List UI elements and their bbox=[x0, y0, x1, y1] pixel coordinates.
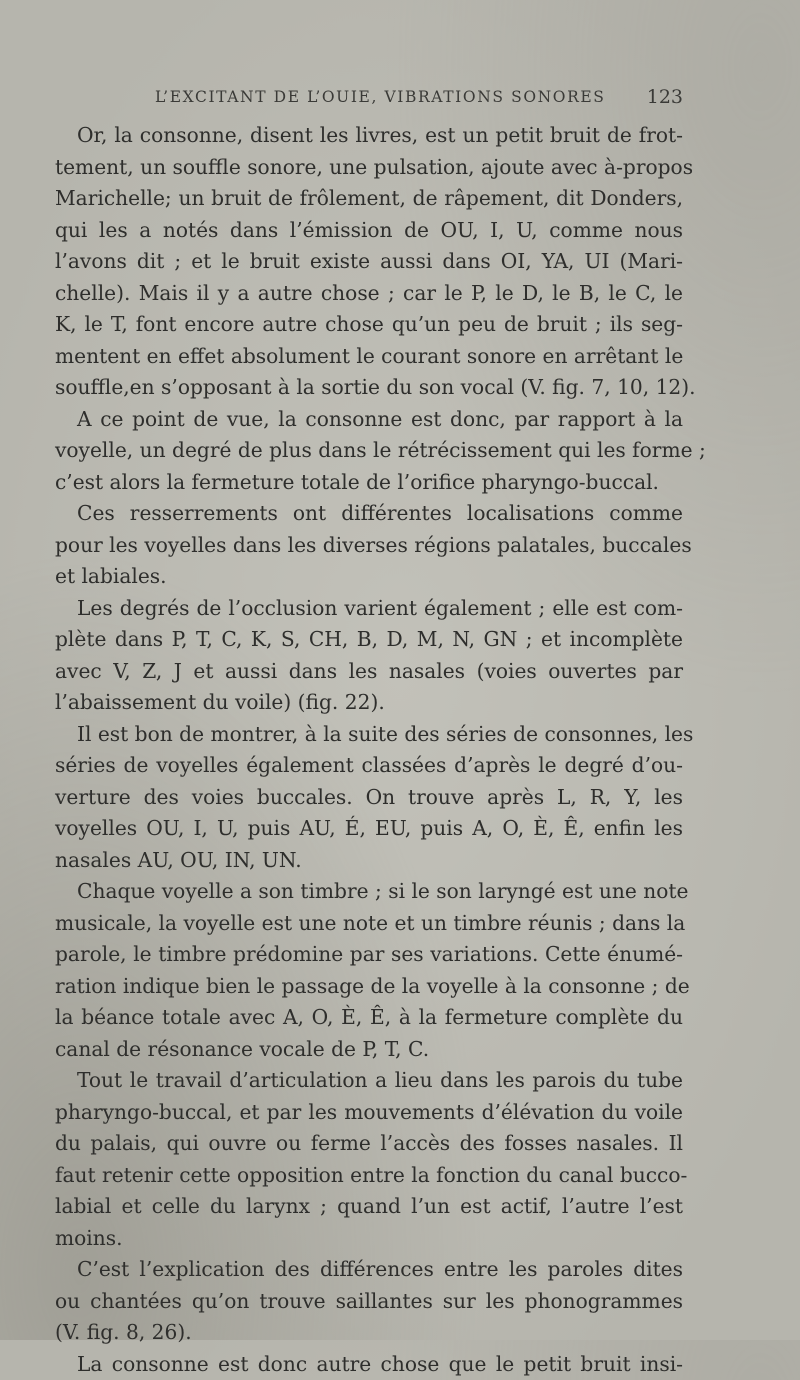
text-line: Les degrés de l’occlusion varient également ; elle est com- bbox=[55, 593, 683, 625]
text-line: Or, la consonne, disent les livres, est un petit bruit de frot- bbox=[55, 120, 683, 152]
text-line: A ce point de vue, la consonne est donc, par rapport à la bbox=[55, 404, 683, 436]
text-line: mentent en effet absolument le courant sonore en arrêtant le bbox=[55, 341, 683, 373]
text-line: moins. bbox=[55, 1223, 683, 1255]
text-line: ou chantées qu’on trouve saillantes sur les phonogrammes bbox=[55, 1286, 683, 1318]
text-line: parole, le timbre prédomine par ses variations. Cette énumé- bbox=[55, 939, 683, 971]
body-text bbox=[55, 120, 683, 1380]
text-line: pharyngo-buccal, et par les mouvements d’élévation du voile bbox=[55, 1097, 683, 1129]
text-line: c’est alors la fermeture totale de l’orifice pharyngo-buccal. bbox=[55, 467, 683, 499]
text-line: Chaque voyelle a son timbre ; si le son laryngé est une note bbox=[55, 876, 683, 908]
book-page bbox=[55, 88, 683, 1380]
text-line: Marichelle; un bruit de frôlement, de râpement, dit Donders, bbox=[55, 183, 683, 215]
text-line: la béance totale avec A, O, È, Ê, à la fermeture complète du bbox=[55, 1002, 683, 1034]
text-line: qui les a notés dans l’émission de OU, I, U, comme nous bbox=[55, 215, 683, 247]
text-line: Tout le travail d’articulation a lieu dans les parois du tube bbox=[55, 1065, 683, 1097]
text-line: pour les voyelles dans les diverses régions palatales, buccales bbox=[55, 530, 683, 562]
text-line: souffle,en s’opposant à la sortie du son vocal (V. fig. 7, 10, 12). bbox=[55, 372, 683, 404]
text-line: musicale, la voyelle est une note et un timbre réunis ; dans la bbox=[55, 908, 683, 940]
running-head bbox=[55, 88, 683, 118]
text-line: (V. fig. 8, 26). bbox=[55, 1317, 683, 1349]
text-line: ration indique bien le passage de la voyelle à la consonne ; de bbox=[55, 971, 683, 1003]
text-line: faut retenir cette opposition entre la fonction du canal bucco- bbox=[55, 1160, 683, 1192]
text-line: l’abaissement du voile) (fig. 22). bbox=[55, 687, 683, 719]
text-line: C’est l’explication des différences entre les paroles dites bbox=[55, 1254, 683, 1286]
text-line: du palais, qui ouvre ou ferme l’accès des fosses nasales. Il bbox=[55, 1128, 683, 1160]
text-line: et labiales. bbox=[55, 561, 683, 593]
text-line: nasales AU, OU, IN, UN. bbox=[55, 845, 683, 877]
text-line: tement, un souffle sonore, une pulsation, ajoute avec à-propos bbox=[55, 152, 683, 184]
text-line: verture des voies buccales. On trouve après L, R, Y, les bbox=[55, 782, 683, 814]
text-line: voyelles OU, I, U, puis AU, É, EU, puis A, O, È, Ê, enfin les bbox=[55, 813, 683, 845]
page-number: 123 bbox=[647, 86, 683, 108]
text-line: l’avons dit ; et le bruit existe aussi dans OI, YA, UI (Mari- bbox=[55, 246, 683, 278]
text-line: chelle). Mais il y a autre chose ; car le P, le D, le B, le C, le bbox=[55, 278, 683, 310]
text-line: canal de résonance vocale de P, T, C. bbox=[55, 1034, 683, 1066]
text-line: La consonne est donc autre chose que le petit bruit insi- bbox=[55, 1349, 683, 1380]
text-line: labial et celle du larynx ; quand l’un est actif, l’autre l’est bbox=[55, 1191, 683, 1223]
text-line: séries de voyelles également classées d’après le degré d’ou- bbox=[55, 750, 683, 782]
text-line: avec V, Z, J et aussi dans les nasales (voies ouvertes par bbox=[55, 656, 683, 688]
text-line: Ces resserrements ont différentes localisations comme bbox=[55, 498, 683, 530]
text-line: voyelle, un degré de plus dans le rétrécissement qui les forme ; bbox=[55, 435, 683, 467]
text-line: plète dans P, T, C, K, S, CH, B, D, M, N, GN ; et incomplète bbox=[55, 624, 683, 656]
text-line: Il est bon de montrer, à la suite des séries de consonnes, les bbox=[55, 719, 683, 751]
text-line: K, le T, font encore autre chose qu’un peu de bruit ; ils seg- bbox=[55, 309, 683, 341]
running-title: L’EXCITANT DE L’OUIE, VIBRATIONS SONORES bbox=[155, 88, 606, 106]
